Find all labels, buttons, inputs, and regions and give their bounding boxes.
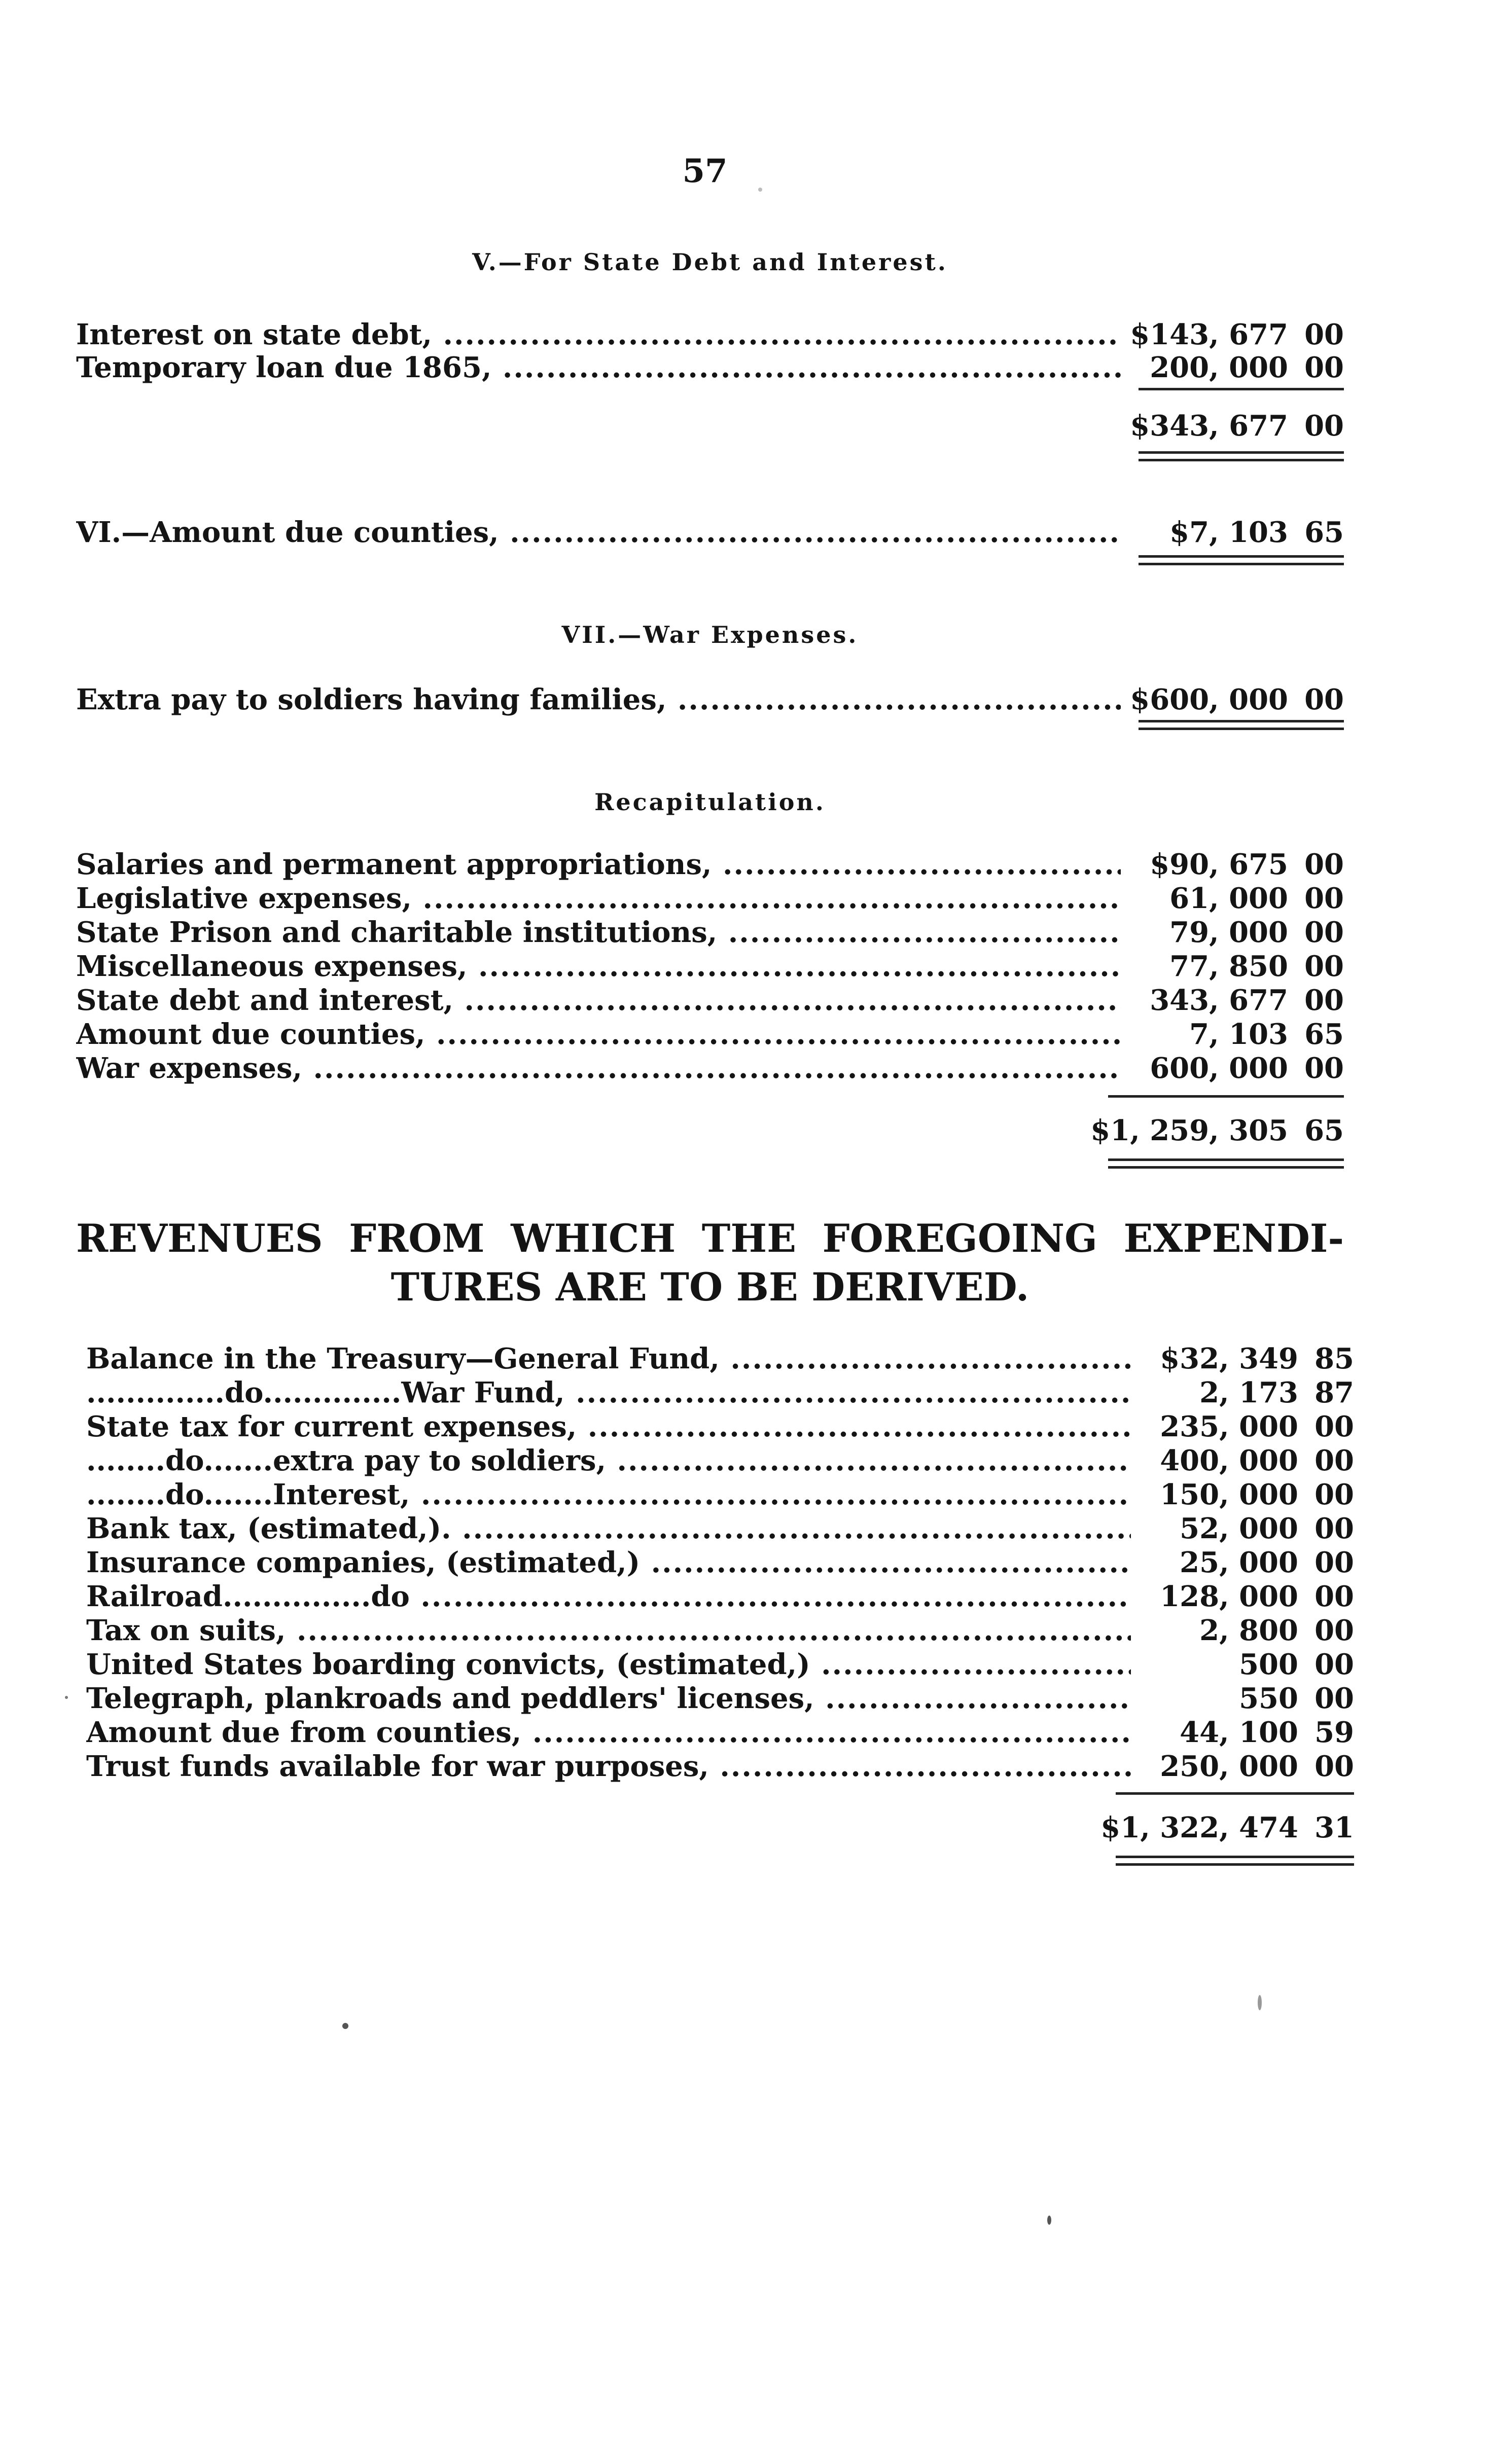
row-label: Interest on state debt, ..... [76,317,1121,352]
row-dollars: 7, 103 [1189,1018,1288,1051]
ledger-row [76,881,1344,916]
row-cents: 00 [1304,950,1344,983]
ledger-row [76,983,1344,1018]
row-label: United States boarding convicts, (estimated,) ..... [86,1647,1131,1682]
ledger-row [86,1749,1354,1784]
ledger-row [86,1681,1354,1716]
recap-heading: Recapitulation. [594,788,826,816]
row-label: Salaries and permanent appropriations, ..... [76,847,1121,882]
row-dollars: 52, 000 [1180,1512,1298,1545]
total-dollars: $343, 677 [1130,409,1288,443]
row-label: Amount due from counties, ..... [86,1715,1131,1750]
war-heading: VII.—War Expenses. [561,621,859,648]
total-cents: 65 [1304,1114,1344,1147]
row-cents: 00 [1304,984,1344,1017]
row-cents: 00 [1314,1444,1354,1477]
ledger-row [76,682,1344,717]
page-number: 57 [682,152,728,190]
row-cents: 00 [1314,1682,1354,1715]
row-cents: 00 [1314,1580,1354,1613]
row-cents: 00 [1314,1750,1354,1783]
row-cents: 59 [1314,1716,1354,1749]
sum-rule [1108,1095,1344,1098]
state-debt-heading: V.—For State Debt and Interest. [472,248,948,276]
row-cents: 00 [1314,1614,1354,1647]
row-cents: 00 [1304,848,1344,881]
row-dollars: 200, 000 [1150,351,1288,384]
row-dollars: 44, 100 [1180,1716,1298,1749]
row-label: Railroad...............do ..... [86,1579,1131,1614]
double-rule [1139,555,1344,565]
ledger-row [76,1050,1344,1086]
row-dollars: 550 [1239,1682,1298,1715]
row-cents: 65 [1304,1018,1344,1051]
row-dollars: 79, 000 [1169,916,1288,949]
ledger-row [86,1341,1354,1376]
total-dollars: $1, 259, 305 [1090,1114,1288,1147]
ledger-row [86,1647,1354,1682]
row-dollars: 600, 000 [1150,1052,1288,1085]
row-cents: 00 [1304,351,1344,384]
ledger-row [76,350,1344,385]
row-dollars: 128, 000 [1160,1580,1298,1613]
row-dollars: 61, 000 [1169,882,1288,915]
ledger-row [86,1443,1354,1478]
total-cents: 00 [1304,409,1344,443]
row-label: Legislative expenses, ..... [76,881,1121,916]
row-label: VI.—Amount due counties, ..... [76,515,1121,550]
row-dollars: 343, 677 [1150,984,1288,1017]
row-dollars: 235, 000 [1160,1410,1298,1443]
row-cents: 00 [1304,318,1344,351]
row-label: Extra pay to soldiers having families, ..... [76,682,1121,717]
section-total [938,408,1344,444]
total-cents: 31 [1314,1811,1354,1844]
row-dollars: 77, 850 [1169,950,1288,983]
ledger-row [76,1017,1344,1052]
row-dollars: 150, 000 [1160,1478,1298,1511]
row-label: State debt and interest, ..... [76,983,1121,1018]
double-rule [1139,451,1344,461]
row-dollars: 2, 800 [1199,1614,1298,1647]
ledger-row [86,1511,1354,1546]
row-label: State Prison and charitable institutions, ..... [76,915,1121,950]
row-label: ........do.......Interest, ..... [86,1477,1131,1512]
revenues-heading: REVENUES FROM WHICH THE FOREGOING EXPENDI- TURES ARE TO BE DERIVED. [76,1216,1344,1310]
ledger-row [86,1715,1354,1750]
row-cents: 65 [1304,516,1344,549]
row-label: Amount due counties, ..... [76,1017,1121,1052]
scan-speck [1047,2216,1051,2225]
scan-speck [65,1696,68,1699]
row-label: State tax for current expenses, ..... [86,1409,1131,1444]
row-cents: 00 [1314,1512,1354,1545]
row-label: Telegraph, plankroads and peddlers' licenses, ..... [86,1681,1131,1716]
ledger-row [86,1613,1354,1648]
row-label: ........do.......extra pay to soldiers, ..... [86,1443,1131,1478]
row-label: Miscellaneous expenses, ..... [76,949,1121,984]
ledger-row [86,1409,1354,1444]
row-label: War expenses, ..... [76,1050,1121,1086]
row-dollars: $32, 349 [1160,1342,1298,1375]
row-cents: 87 [1314,1376,1354,1409]
row-label: Insurance companies, (estimated,) ..... [86,1545,1131,1580]
row-dollars: $7, 103 [1169,516,1288,549]
row-cents: 00 [1314,1410,1354,1443]
row-dollars: 25, 000 [1180,1546,1298,1579]
row-cents: 00 [1304,1052,1344,1085]
scan-speck [1258,1995,1262,2010]
ledger-row [86,1375,1354,1410]
row-label: Trust funds available for war purposes, ..... [86,1749,1131,1784]
ledger-row [76,949,1344,984]
row-dollars: 400, 000 [1160,1444,1298,1477]
sum-rule [1139,388,1344,390]
row-cents: 00 [1314,1648,1354,1681]
row-label: Temporary loan due 1865, ..... [76,350,1121,385]
row-cents: 00 [1304,916,1344,949]
ledger-row [86,1579,1354,1614]
double-rule [1116,1856,1354,1866]
scan-speck [758,188,762,192]
row-dollars: 500 [1239,1648,1298,1681]
ledger-row [76,317,1344,352]
row-cents: 00 [1314,1546,1354,1579]
row-cents: 85 [1314,1342,1354,1375]
row-label: ..............do..............War Fund, ..... [86,1375,1131,1410]
ledger-row [76,515,1344,550]
row-cents: 00 [1314,1478,1354,1511]
row-dollars: $600, 000 [1130,683,1288,716]
row-dollars: 2, 173 [1199,1376,1298,1409]
row-label: Bank tax, (estimated,). ..... [86,1511,1131,1546]
double-rule [1108,1158,1344,1169]
row-dollars: $90, 675 [1150,848,1288,881]
sum-rule [1116,1792,1354,1795]
row-cents: 00 [1304,683,1344,716]
scan-speck [342,2023,348,2029]
ledger-row [86,1477,1354,1512]
section-total [938,1113,1344,1148]
row-label: Balance in the Treasury—General Fund, ..... [86,1341,1131,1376]
ledger-row [76,847,1344,882]
section-total [948,1810,1354,1845]
row-cents: 00 [1304,882,1344,915]
ledger-row [86,1545,1354,1580]
total-dollars: $1, 322, 474 [1100,1811,1298,1844]
row-dollars: $143, 677 [1130,318,1288,351]
row-dollars: 250, 000 [1160,1750,1298,1783]
row-label: Tax on suits, ..... [86,1613,1131,1648]
double-rule [1139,720,1344,730]
ledger-row [76,915,1344,950]
